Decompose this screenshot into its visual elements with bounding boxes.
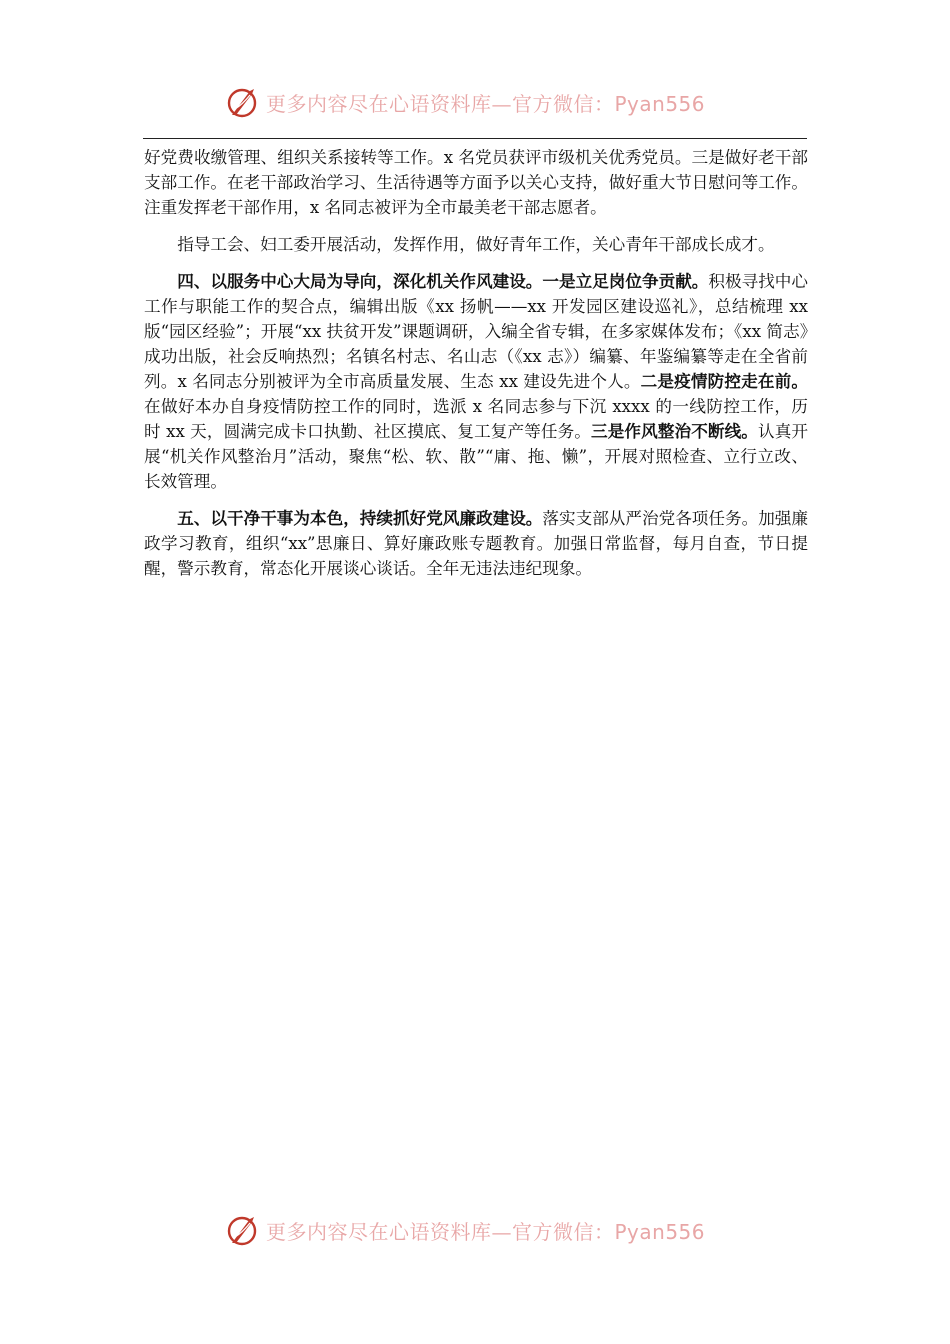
watermark-main-text: 更多内容尽在心语资料库 — [266, 91, 492, 116]
watermark-dash: — — [491, 1219, 512, 1244]
body-text: 积极寻找中心工作与职能工作的契合点，编辑出版《xx 扬帆——xx 开发园区建设巡礼》，总结梳理 xx 版“园区经验”；开展“xx 扶贫开发”课题调研，入编全省专辑，在多家媒体发布；《xx 简志》成功出版，社会反响热烈；名镇名村志、名山志（《xx 志》）编纂、年鉴编纂等走在全省前列。x 名同志分别被评为全市高质量发展、生态 xx 建设先进个人。 — [144, 272, 809, 391]
body-text: 认真开展“机关作风整治月”活动，聚焦“松、软、散”“庸、拖、懒”，开展对照检查、立行立改、长效管理。 — [144, 422, 809, 491]
bold-heading-text: 五、以干净干事为本色，持续抓好党风廉政建设。 — [177, 509, 543, 528]
watermark-text — [266, 1216, 705, 1245]
footer-watermark — [226, 1210, 705, 1250]
paragraph — [144, 506, 808, 581]
watermark-dash: — — [491, 91, 512, 116]
watermark-main-text: 更多内容尽在心语资料库 — [266, 1219, 492, 1244]
body-text: 在做好本办自身疫情防控工作的同时，选派 x 名同志参与下沉 xxxx 的一线防控工作，历时 xx 天，圆满完成卡口执勤、社区摸底、复工复产等任务。 — [144, 397, 808, 441]
paragraph — [144, 269, 808, 494]
quill-pen-logo-icon — [226, 1213, 260, 1247]
bold-heading-text: 四、以服务中心大局为导向，深化机关作风建设。一是立足岗位争贡献。 — [177, 272, 709, 291]
document-body — [144, 145, 808, 593]
bold-heading-text: 三是作风整治不断线。 — [591, 422, 759, 441]
paragraph — [144, 232, 808, 257]
paragraph — [144, 145, 808, 220]
body-text: 好党费收缴管理、组织关系接转等工作。x 名党员获评市级机关优秀党员。三是做好老干部支部工作。在老干部政治学习、生活待遇等方面予以关心支持，做好重大节日慰问等工作。注重发挥老干部作用，x 名同志被评为全市最美老干部志愿者。 — [144, 148, 808, 217]
watermark-wechat-label: 官方微信： — [512, 1219, 615, 1244]
header-divider — [143, 138, 807, 139]
watermark-wechat-label: 官方微信： — [512, 91, 615, 116]
watermark-wechat-id: Pyan556 — [614, 91, 706, 116]
body-text: 落实支部从严治党各项任务。加强廉政学习教育，组织“xx”思廉日、算好廉政账专题教育。加强日常监督，每月自查，节日提醒，警示教育，常态化开展谈心谈话。全年无违法违纪现象。 — [144, 509, 809, 578]
quill-pen-logo-icon — [226, 85, 260, 119]
watermark-wechat-id: Pyan556 — [614, 1219, 706, 1244]
body-text: 指导工会、妇工委开展活动，发挥作用，做好青年工作，关心青年干部成长成才。 — [177, 235, 775, 254]
header-watermark — [226, 82, 705, 122]
watermark-text — [266, 88, 705, 117]
bold-heading-text: 二是疫情防控走在前。 — [640, 372, 808, 391]
